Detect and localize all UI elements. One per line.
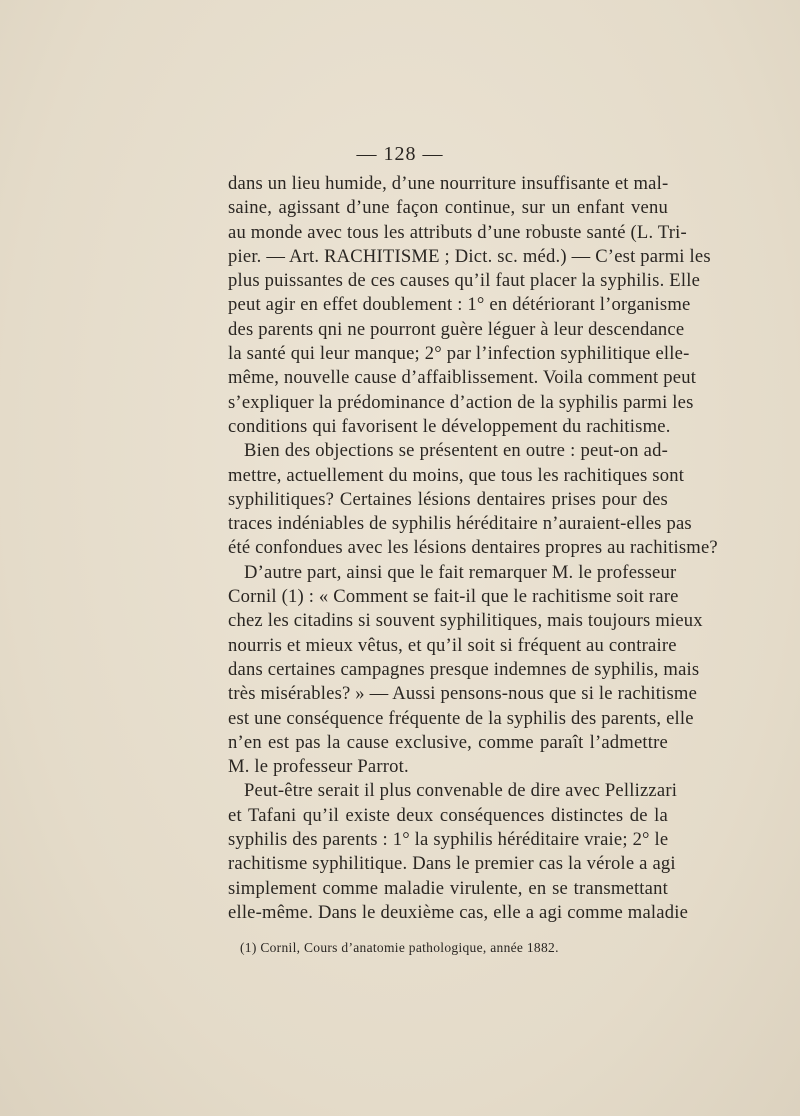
- text-line: M. le professeur Parrot.: [228, 756, 409, 778]
- text-line: syphilitiques? Certaines lésions dentaires prises pour des: [228, 488, 668, 510]
- text-line: été confondues avec les lésions dentaires propres au rachitisme?: [228, 537, 718, 559]
- text-line: s’expliquer la prédominance d’action de la syphilis parmi les: [228, 391, 694, 413]
- text-line: même, nouvelle cause d’affaiblissement. Voila comment peut: [228, 367, 697, 389]
- text-line: nourris et mieux vêtus, et qu’il soit si fréquent au contraire: [228, 634, 677, 656]
- text-line: Cornil (1) : « Comment se fait-il que le rachitisme soit rare: [228, 586, 679, 608]
- text-line: au monde avec tous les attributs d’une robuste santé (L. Tri-: [228, 221, 687, 243]
- body-text: [228, 172, 718, 925]
- footnote: (1) Cornil, Cours d’anatomie pathologique, année 1882.: [240, 940, 559, 955]
- text-line: peut agir en effet doublement : 1° en détériorant l’organisme: [228, 294, 691, 316]
- text-line: simplement comme maladie virulente, en se transmettant: [228, 877, 668, 899]
- text-line: des parents qni ne pourront guère léguer à leur descendance: [228, 318, 685, 340]
- text-line: mettre, actuellement du moins, que tous les rachitiques sont: [228, 464, 685, 486]
- text-line: traces indéniables de syphilis héréditaire n’auraient-elles pas: [228, 513, 692, 535]
- text-line: rachitisme syphilitique. Dans le premier cas la vérole a agi: [228, 853, 676, 875]
- text-line: saine, agissant d’une façon continue, sur un enfant venu: [228, 197, 668, 219]
- text-line: conditions qui favorisent le développement du rachitisme.: [228, 415, 671, 437]
- text-line: très misérables? » — Aussi pensons-nous que si le rachitisme: [228, 683, 698, 705]
- text-line: et Tafani qu’il existe deux conséquences distinctes de la: [228, 804, 668, 826]
- text-line: D’autre part, ainsi que le fait remarquer M. le professeur: [244, 561, 677, 583]
- text-line: Bien des objections se présentent en outre : peut-on ad-: [244, 440, 668, 462]
- text-line: est une conséquence fréquente de la syphilis des parents, elle: [228, 707, 694, 729]
- page-number: — 128 —: [356, 143, 444, 165]
- text-line: plus puissantes de ces causes qu’il faut placer la syphilis. Elle: [228, 270, 701, 292]
- text-line: dans un lieu humide, d’une nourriture insuffisante et mal-: [228, 173, 669, 194]
- text-line: chez les citadins si souvent syphilitiques, mais toujours mieux: [228, 610, 703, 632]
- text-line: la santé qui leur manque; 2° par l’infection syphilitique elle-: [228, 343, 690, 365]
- text-line: Peut-être serait il plus convenable de dire avec Pellizzari: [244, 780, 678, 802]
- text-line: n’en est pas la cause exclusive, comme paraît l’admettre: [228, 731, 668, 753]
- text-line: dans certaines campagnes presque indemnes de syphilis, mais: [228, 658, 700, 680]
- text-line: elle-même. Dans le deuxième cas, elle a agi comme maladie: [228, 901, 689, 923]
- text-line: syphilis des parents : 1° la syphilis héréditaire vraie; 2° le: [228, 829, 669, 851]
- text-line: pier. — Art. RACHITISME ; Dict. sc. méd.) — C’est parmi les: [228, 245, 711, 267]
